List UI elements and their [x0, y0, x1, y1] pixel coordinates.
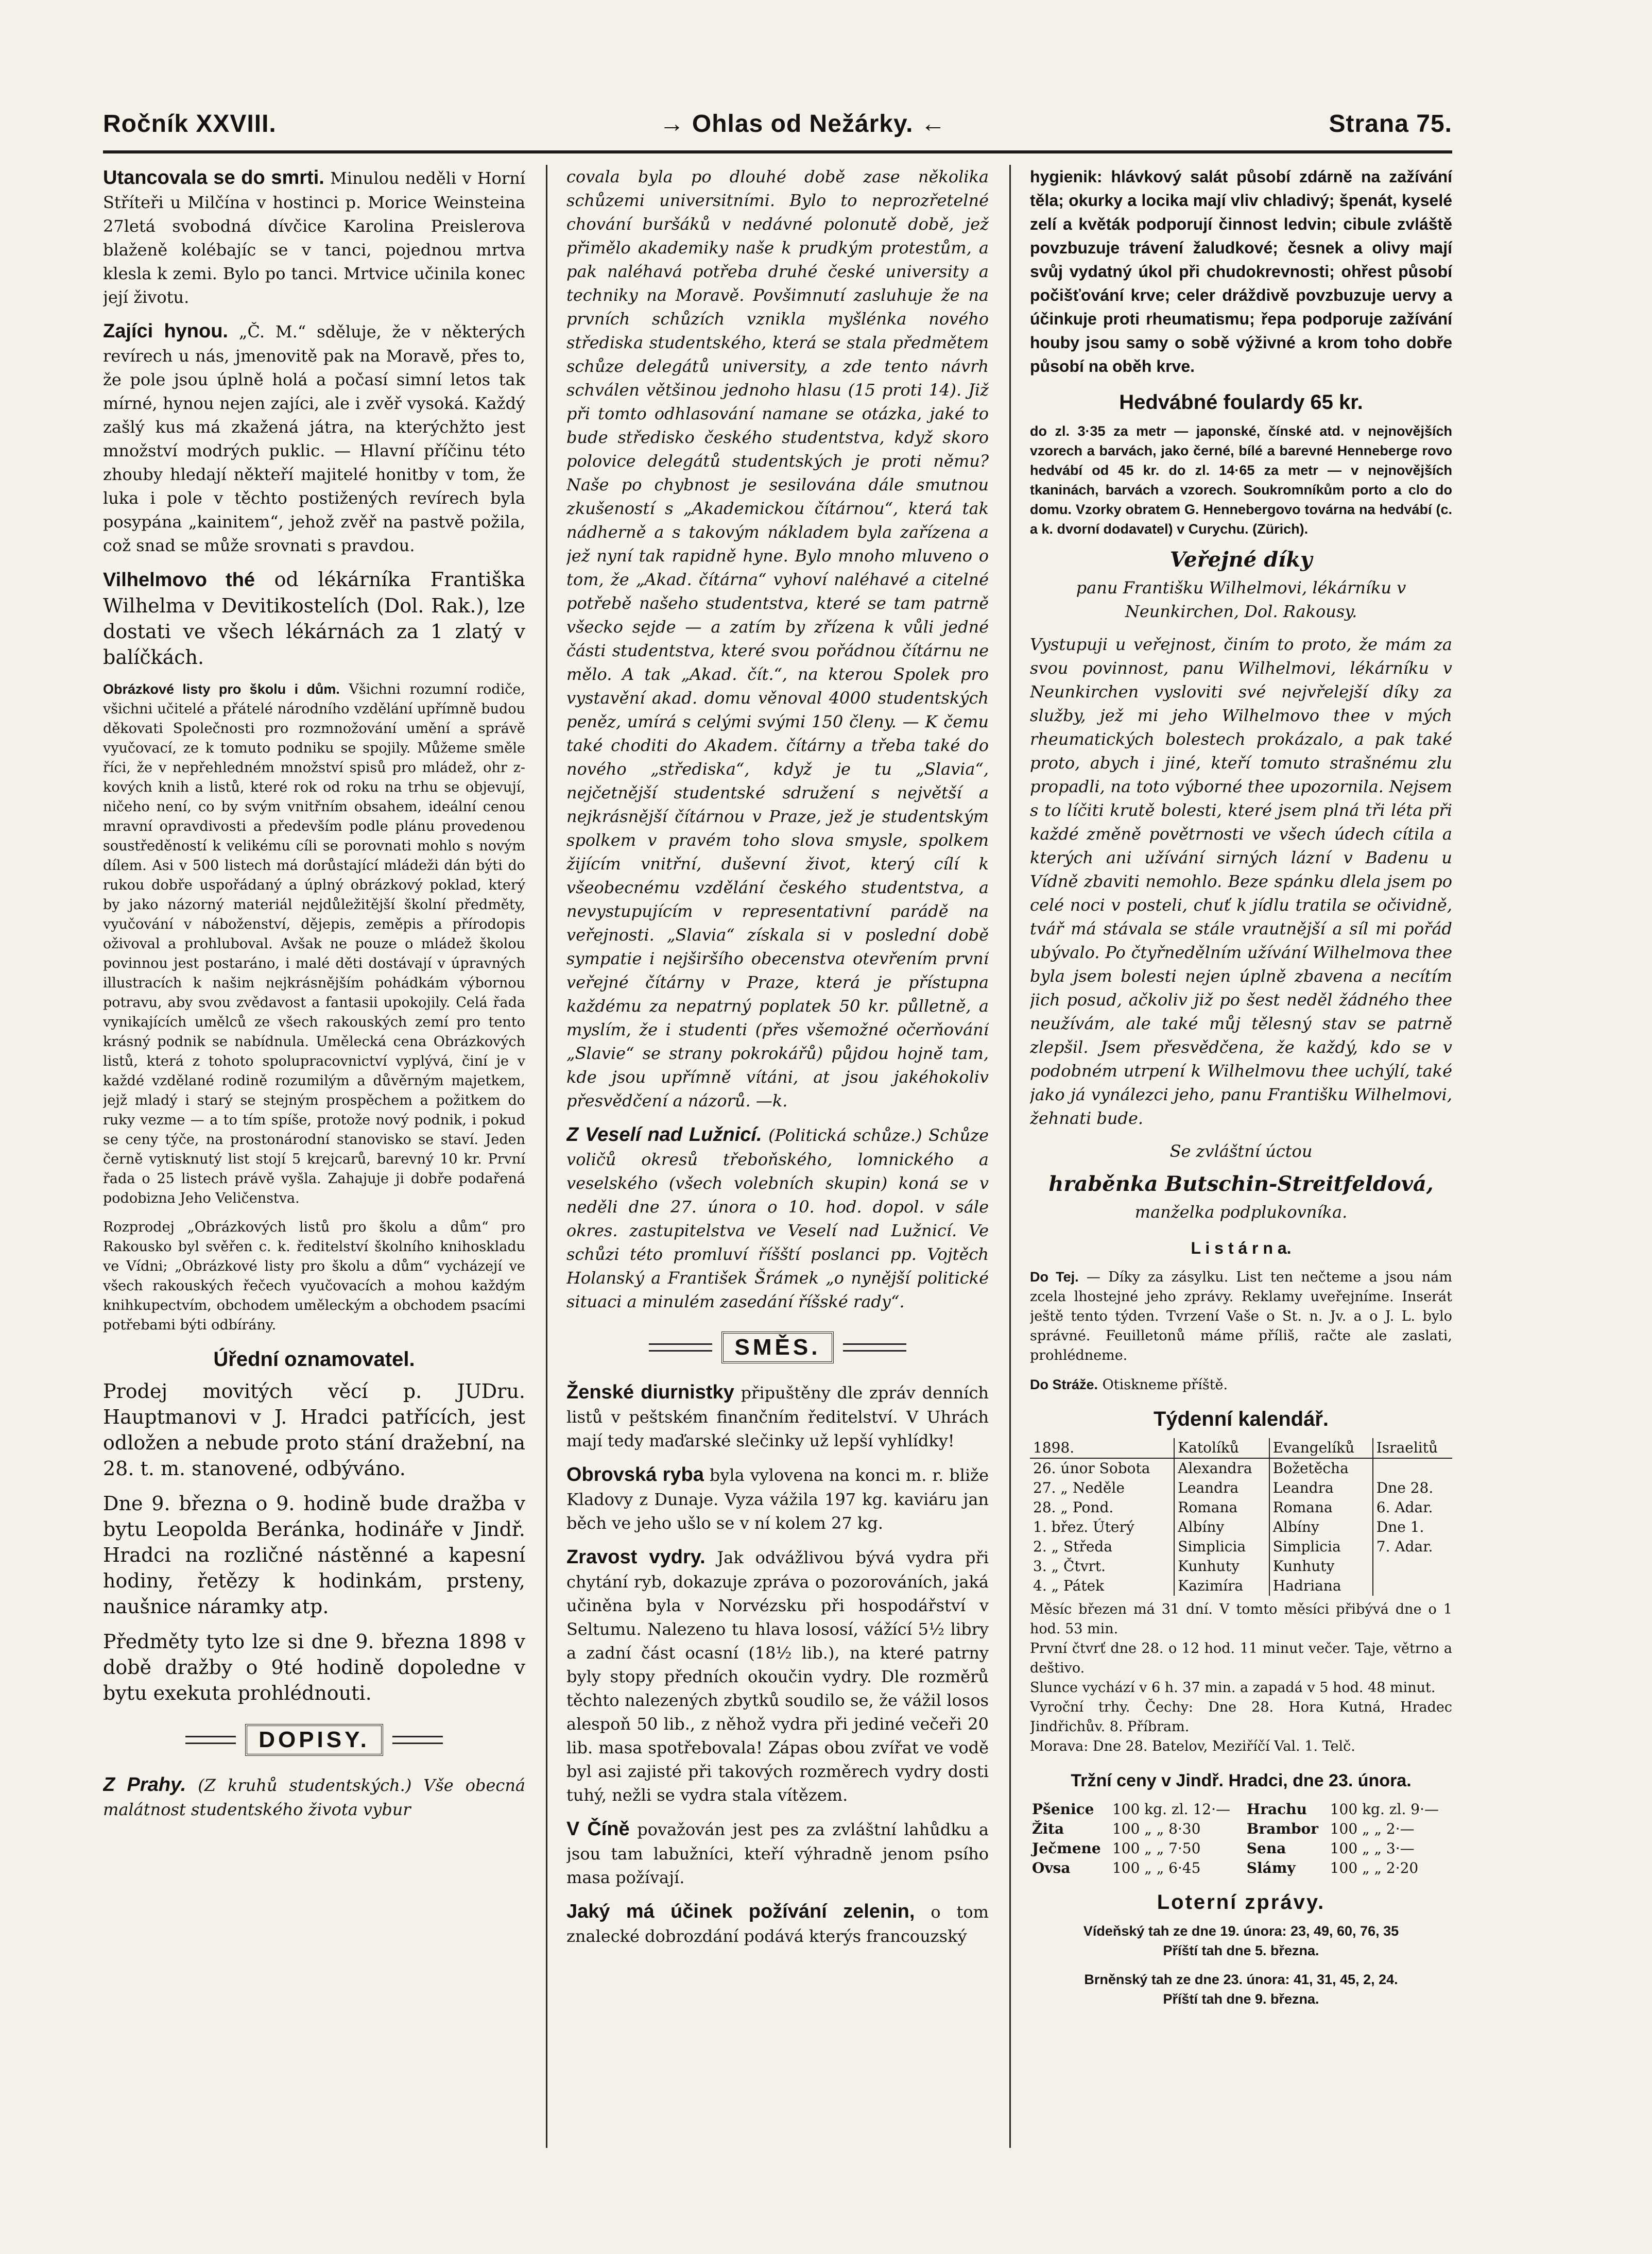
kalendar-cell	[1269, 1537, 1373, 1557]
kalendar-cell	[1373, 1478, 1452, 1498]
kalendar-cell	[1174, 1478, 1269, 1498]
ceny-row	[1030, 1858, 1452, 1878]
ceny-cell: Ovsa	[1032, 1859, 1071, 1876]
kalendar-head: Katolíků	[1174, 1438, 1269, 1458]
article-zajici: Zajíci hynou. „Č. M.“ sděluje, že v některých revírech u nás, jmenovitě pak na Moravě, přes to, že pole jsou úplně holá a počasí simní letos tak mírné, hynou nejen zajíci, ale i zvěř vysoká. Každý zašlý kus má zkažená játra, na kterýchžto jest množství modrých puklic. — Hlavní příčinu této zhouby hledají někteří majitelé honitby v tom, že luka i pole v těchto postižených revírech byla posypána „kainitem“, jehož zvěř na pastvě požila, což snad se může srovnati s pravdou.	[103, 320, 525, 555]
ornament-line	[649, 1343, 712, 1352]
kalendar-value: Romana	[1272, 1499, 1333, 1516]
kalendar-cell	[1174, 1458, 1269, 1478]
kalendar-cell	[1030, 1517, 1174, 1537]
article-vydra: Zravost vydry. Jak odvážlivou bývá vydra při chytání ryb, dokazuje zpráva o pozorováních, jaká učiněna byla v Norvézsku při hospodářství v Seltumu. Nalezeno tu hlava lososí, vážící 5½ libry a zadní část ocasní (18½ lib.), na které patrny byly stopy předních okoučin vydry. Dle rozměrů těchto nalezených zbytků soudilo se, že vážil losos alespoň 50 lib., z něhož vydra při jediné večeři 20 lib. masa spotřebovala! Zápas obou zvířat ve vodě byl asi zajisté při takových rozměrech vydry dosti tuhý, nežli se vydra stala vítězem.	[566, 1546, 989, 1805]
kalendar-value: Simplicia	[1178, 1538, 1246, 1555]
kalendar-value: Úterý	[1093, 1518, 1134, 1535]
kalendar-value: Neděle	[1072, 1479, 1125, 1496]
kalendar-value: Sobota	[1099, 1460, 1150, 1477]
kalendar-value: 1. břez.	[1033, 1518, 1089, 1535]
section-title-oznamovatel: Úřední oznamovatel.	[213, 1348, 415, 1371]
article-tanec: Utancovala se do smrti. Minulou neděli v Horní Stříteři u Milčína v hostinci p. Morice Weinsteina 27letá svobodná dívčice Karolina Preislerova blaženě kolébajíc se v tanci, pojednou mrtva klesla k zemi. Bylo po tanci. Mrtvice učinila konec její životu.	[103, 167, 525, 307]
ornament-line	[185, 1736, 236, 1744]
diky-title: Veřejné díky	[1169, 548, 1313, 572]
kalendar-row	[1030, 1576, 1452, 1596]
ceny-row	[1030, 1839, 1452, 1858]
ceny-cell: Sena	[1246, 1840, 1286, 1857]
ceny-cell: 100 kg. zl. 9·—	[1330, 1801, 1439, 1818]
kalendar-notes	[1030, 1600, 1452, 1756]
kalendar-cell	[1174, 1576, 1269, 1596]
article-zeleniny-cont: hygienik: hlávkový salát působí zdárně na zažívání těla; okurky a locika mají vliv chladivý; špenát, kyselé zelí a květák podporují činnost ledvin; cibule zvláště povzbuzuje trávení žaludkové; česnek a olivy mají svůj vydatný úkol při chudokrevnosti; ohřest působí počišťování krve; celer dráždivě povzbuzuje uervy a účinkuje proti rheumatismu; řepa podporuje zažívání houby jsou samy o sobě výživné a krom toho dobře působí na oběh krve.	[1030, 167, 1452, 375]
loterie-brno-next: Příští tah dne 9. března.	[1163, 1991, 1319, 2007]
smes-heading	[649, 1328, 906, 1367]
newspaper-page	[103, 103, 1452, 2163]
kalendar-row	[1030, 1517, 1452, 1537]
kalendar-cell	[1373, 1458, 1452, 1478]
kalendar-cell	[1030, 1557, 1174, 1576]
ad-foulardy-text: do zl. 3·35 za metr — japonské, čínské atd. v nejnovějších vzorech a barvách, jako černé, bílé a barevné Henneberge rovo hedvábí od 45 kr. do zl. 14·65 za metr — v nejnovějších tkaninách, barvách a vzorech. Soukromníkům porto a clo do domu. Vzorky obratem G. Hennebergovo továrna na hedvábí (c. a k. dvorní dodavatel) v Curychu. (Zürich).	[1030, 423, 1452, 537]
ceny-cell: 100 „ „ 6·45	[1112, 1859, 1201, 1876]
listarna-1: Do Tej. — Díky za zásylku. List ten nečteme a jsou nám zcela lhostejné jeho zprávy. Reklamy uveřejníme. Inserát ještě tento týden. Tvrzení Vaše o St. n. Jv. a o J. L. bylo správné. Feuilletonů máme příliš, račte ale zaslati, prohlédneme.	[1030, 1269, 1452, 1363]
kalendar-cell	[1373, 1576, 1452, 1596]
article-ryba: Obrovská ryba byla vylovena na konci m. r. bliže Kladovy z Dunaje. Vyza vážila 197 kg. kaviáru jan běch ve jeho ušlo se v ní kolem 27 kg.	[566, 1464, 989, 1533]
kalendar-row	[1030, 1458, 1452, 1478]
listarna-2: Do Stráže. Otiskneme příště.	[1030, 1377, 1228, 1393]
kalendar-value: Leandra	[1272, 1479, 1334, 1496]
kalendar-note: Slunce vychází v 6 h. 37 min. a zapadá v 5 hod. 48 minut.	[1030, 1680, 1436, 1696]
kalendar-header-row	[1030, 1438, 1452, 1458]
kalendar-value: Kunhuty	[1272, 1558, 1335, 1575]
column-left	[103, 165, 525, 2163]
ornament-line	[843, 1343, 906, 1352]
kalendar-note: První čtvrť dne 28. o 12 hod. 11 minut večer. Taje, větrno a deštivo.	[1030, 1641, 1452, 1676]
article-diurnistky: Ženské diurnistky připuštěny dle zpráv denních listů v peštském finančním ředitelství. V Uhrách mají tedy maďarské slečinky už lepší vyhlídky!	[566, 1381, 989, 1450]
article-zeleniny: Jaký má účinek požívání zelenin, o tom znalecké dobrozdání podává kterýs francouzský	[566, 1901, 989, 1946]
notice-3: Předměty tyto lze si dne 9. března 1898 v době dražby o 9té hodině dopoledne v bytu exekuta prohlédnouti.	[103, 1630, 525, 1704]
kalendar-row	[1030, 1478, 1452, 1498]
kalendar-value: Hadriana	[1272, 1577, 1341, 1594]
kalendar-value: Alexandra	[1178, 1460, 1252, 1477]
kalendar-value: Pond.	[1072, 1499, 1114, 1516]
kalendar-row	[1030, 1557, 1452, 1576]
kalendar-cell	[1174, 1517, 1269, 1537]
kalendar-value: 7. Adar.	[1376, 1538, 1433, 1555]
dopisy-title: DOPISY.	[245, 1724, 383, 1756]
kalendar-value: Leandra	[1178, 1479, 1239, 1496]
header-rule	[103, 150, 1452, 153]
article-vilhelm-the: Vilhelmovo thé od lékárníka Františka Wilhelma v Devitikostelích (Dol. Rak.), lze dostati ve všech lékárnách za 1 zlatý v balíčkách.	[103, 568, 525, 669]
kalendar-value: Čtvrt.	[1063, 1558, 1106, 1575]
ceny-cell: Brambor	[1246, 1820, 1318, 1837]
loterie-title: Loterní zprávy.	[1157, 1891, 1326, 1914]
kalendar-value: Simplicia	[1272, 1538, 1341, 1555]
kalendar-cell	[1174, 1557, 1269, 1576]
loterie-vieden-next: Příští tah dne 5. března.	[1163, 1943, 1319, 1958]
kalendar-cell	[1030, 1537, 1174, 1557]
kalendar-cell	[1269, 1498, 1373, 1517]
kalendar-cell	[1030, 1478, 1174, 1498]
kalendar-value: 6. Adar.	[1376, 1499, 1433, 1516]
kalendar-value: 27. „	[1033, 1479, 1068, 1496]
ceny-cell: Hrachu	[1246, 1801, 1307, 1818]
ceny-row	[1030, 1819, 1452, 1839]
ceny-title: Tržní ceny v Jindř. Hradci, dne 23. února.	[1071, 1771, 1412, 1790]
diky-subtitle: panu Františku Wilhelmovi, lékárníku v Neunkirchen, Dol. Rakousy.	[1076, 578, 1406, 621]
column-divider	[546, 165, 547, 2148]
listarna-title: L i s t á r n a.	[1191, 1239, 1292, 1257]
ceny-row	[1030, 1800, 1452, 1819]
smes-title: SMĚS.	[721, 1331, 834, 1363]
article-z-veseli: Z Veselí nad Lužnicí. (Politická schůze.) Schůze voličů okresů třeboňského, lomnického a veselského (všech volebních skupin) koná se v neděli dne 27. února o 10. hod. dopol. v sále okres. zastupitelstva ve Veselí nad Lužnicí. Ve schůzi této promluví říšští poslanci pp. Vojtěch Holanský a František Šrámek „o nynější politické situaci a minulém zasedání říšské rady“.	[566, 1124, 989, 1311]
kalendar-cell	[1269, 1576, 1373, 1596]
diky-signature: hraběnka Butschin-Streitfeldová,	[1048, 1172, 1434, 1196]
kalendar-cell	[1030, 1576, 1174, 1596]
kalendar-note: Morava: Dne 28. Batelov, Meziříčí Val. 1. Telč.	[1030, 1738, 1355, 1754]
article-obrazkove-listy: Obrázkové listy pro školu i dům. Všichni rozumní rodiče, všichni učitelé a přátelé národního vzdělání upřímně budou děkovati Společnosti pro rozmnožování umění a správě vyučovací, ze k tomuto podniku se spojily. Můžeme směle říci, že v nepřehledném množství spisů pro mládež, ohr z-kových knih a listů, které rok od roku na trhu se objevují, ničeho není, co by svým vnitřním obsahem, ideální cenou mravní opravdivosti a především podle plánu provedenou soustředěností k velikému cíli se porovnati mohlo s novým dílem. Asi v 500 listech má dorůstající mládeži dán býti do rukou dobře uspořádaný a úplný obrázkový poklad, který by jako názorný materiál nejdůležitější školní předměty, vyučování v náboženství, dějepis, zeměpis a přírodopis oživoval a prohluboval. Avšak ne pouze o mládež školou povinnou jest postaráno, i malé děti dostávají v úpravných illustracích k našim nejkrásnějším pohádkám výbornou potravu, aby svou zvědavost a fantasii upokojily. Celá řada vynikajících umělců ze všech rakouských zemí pro tento krásný podnik se nabídnula. Umělecká cena Obrázkových listů, která z tohoto spolupracovnictví vyplývá, činí je v každé vzdělané rodině rozumilým a důvěrným majetkem, jejž mladý i starý se stejným prospěchem a požitkem do ruky vezme — a to tím spíše, protože nový podnik, i pokud se ceny týče, na prostonárodní stanovisko se staví. Jeden černě vytisknutý list stojí 5 krejcarů, barevný 10 kr. První řada o 25 listech právě vyšla. Zahajuje ji dobře podařená podobizna Jeho Veličenstva.	[103, 681, 525, 1206]
kalendar-head: Evangelíků	[1269, 1438, 1373, 1458]
loterie-brno: Brněnský tah ze dne 23. února: 41, 31, 45, 2, 24.	[1084, 1972, 1398, 1987]
article-rozprodej: Rozprodej „Obrázkových listů pro školu a dům“ pro Rakousko byl svěřen c. k. ředitelství školního knihoskladu ve Vídni; „Obrázkové listy pro školu a dům“ vycházejí ve všech rakouských řečech vyučovacích a mohou každým knihkupectvím, obchodem uměleckým a obchodem psacími potřebami býti odbírány.	[103, 1219, 525, 1333]
kalendar-head: Israelitů	[1373, 1438, 1452, 1458]
article-z-prahy: Z Prahy. (Z kruhů studentských.) Vše obecná malátnost studentského života vybur	[103, 1774, 525, 1819]
kalendar-value: Kazimíra	[1178, 1577, 1244, 1594]
ceny-cell: Pšenice	[1032, 1801, 1094, 1818]
kalendar-cell	[1373, 1498, 1452, 1517]
kalendar-value: 4. „	[1033, 1577, 1059, 1594]
kalendar-cell	[1269, 1517, 1373, 1537]
kalendar-value: Pátek	[1063, 1577, 1105, 1594]
ornament-line	[392, 1736, 443, 1744]
ceny-table	[1030, 1800, 1452, 1878]
kalendar-value: Božetěcha	[1272, 1460, 1349, 1477]
kalendar-note: Vyroční trhy. Čechy: Dne 28. Hora Kutná, Hradec Jindřichův. 8. Příbram.	[1030, 1699, 1452, 1735]
kalendar-value: Albíny	[1272, 1518, 1319, 1535]
newspaper-title: → Ohlas od Nežárky. ←	[659, 110, 946, 138]
page-number: Strana 75.	[1329, 110, 1452, 138]
kalendar-cell	[1269, 1458, 1373, 1478]
kalendar-cell	[1373, 1537, 1452, 1557]
ceny-cell: 100 kg. zl. 12·—	[1112, 1801, 1231, 1818]
notice-2: Dne 9. března o 9. hodině bude dražba v bytu Leopolda Beránka, hodináře v Jindř. Hradci na rozličné nástěnné a kapesní hodiny, řetězy k hodinkám, prsteny, naušnice náramky atp.	[103, 1492, 525, 1618]
kalendar-value: Kunhuty	[1178, 1558, 1240, 1575]
ad-foulardy-title: Hedvábné foulardy 65 kr.	[1119, 391, 1363, 414]
kalendar-row	[1030, 1498, 1452, 1517]
ceny-cell: 100 „ „ 2·20	[1330, 1859, 1419, 1876]
kalendar-cell	[1269, 1478, 1373, 1498]
article-z-prahy-cont: covala byla po dlouhé době zase několika schůzemi universitními. Bylo to neprozřetelné chování buršáků v nedávné polonutě době, jež přimělo akademiky naše k prudkým protestům, a pak naléhavá potřeba druhé české university a techniky na Moravě. Povšimnutí zasluhuje že na prvních schůzích vznikla myšlénka nového střediska studentského, která se stala předmětem schůze delegátů university, a zde tento návrh schválen většinou jednoho hlasu (15 proti 14). Již při tomto odhlasování namane se otázka, jaké to bude středisko českého studentstva, když skoro polovice delegátů studentských je proti němu? Naše po chybnost je sesilována dále smutnou zkušeností s „Akademickou čítárnou“, která tak nádherně a s takovým nákladem byla zařízena a jež nyní tak rapidně hyne. Bylo mnoho mluveno o tom, že „Akad. čítárna“ vyhoví naléhavé a citelné potřebě našeho studentstva, které se tam patrně všecko sejde — a zatím by zřízena k vůli jedné části studentstva, které svou pořádnou čítárnu ne mělo. A tak „Akad. čít.“, na kterou Spolek pro vystavění akad. domu věnoval 4000 studentských peněz, umírá s celými svými 150 členy. — K čemu také choditi do Akadem. čítárny a třeba také do nového „střediska“, když je tu „Slavia“, nejčetnější studentské sdružení s největší a nejkrásnější čítárnou v Praze, jež je studentským spolkem v pravém toho slova smysle, spolkem žijícím vnitřní, duševní život, který cílí k všeobecnému vzdělání českého studentstva, a nevystupujícím v representativní parádě na veřejnosti. „Slavia“ získala si v poslední době sympatie i nejširšího obecenstva otevřením první veřejné čítárny v Praze, která je přístupna každému za nepatrný poplatek 50 kr. půlletně, a myslím, že i studenti (přes všemožné očerňování „Slavie“ se strany pokrokářů) půjdou hojně tam, kde jsou upřímně vítáni, at jsou jakéhokoliv přesvědčení a názorů. —k.	[566, 167, 989, 1111]
notice-1: Prodej movitých věcí p. JUDru. Hauptmanovi v J. Hradci patřících, jest odložen a nebude proto stání dražební, na 28. t. m. stanovené, odbýváno.	[103, 1380, 525, 1480]
kalendar-cell	[1174, 1537, 1269, 1557]
kalendar-cell	[1373, 1517, 1452, 1537]
kalendar-table	[1030, 1438, 1452, 1596]
article-cina: V Číně považován jest pes za zvláštní lahůdku a jsou tam labužníci, kteří výhradně jenom psího masa požívají.	[566, 1818, 989, 1887]
kalendar-cell	[1174, 1498, 1269, 1517]
kalendar-cell	[1373, 1557, 1452, 1576]
ceny-cell: Ječmene	[1032, 1840, 1101, 1857]
ceny-cell: 100 „ „ 7·50	[1112, 1840, 1201, 1857]
kalendar-cell	[1269, 1557, 1373, 1576]
kalendar-value: 3. „	[1033, 1558, 1059, 1575]
ceny-cell: 100 „ „ 2·—	[1330, 1820, 1415, 1837]
kalendar-cell	[1030, 1458, 1174, 1478]
column-divider	[1009, 165, 1011, 2148]
ceny-cell: 100 „ „ 3·—	[1330, 1840, 1415, 1857]
diky-closing: Se zvláštní úctou	[1169, 1141, 1313, 1161]
kalendar-value: 26. únor	[1033, 1460, 1095, 1477]
volume-label: Ročník XXVIII.	[103, 110, 277, 138]
kalendar-value: Dne 28.	[1376, 1479, 1434, 1496]
column-middle	[566, 165, 989, 2163]
kalendar-cell	[1030, 1498, 1174, 1517]
kalendar-value: Středa	[1063, 1538, 1113, 1555]
dopisy-heading	[185, 1720, 443, 1760]
kalendar-value: 28. „	[1033, 1499, 1068, 1516]
kalendar-value: Romana	[1178, 1499, 1238, 1516]
kalendar-row	[1030, 1537, 1452, 1557]
kalendar-title: Týdenní kalendář.	[1153, 1408, 1329, 1430]
kalendar-head: 1898.	[1030, 1438, 1174, 1458]
column-right	[1030, 165, 1452, 2163]
page-header	[103, 103, 1452, 144]
ceny-cell: Žita	[1032, 1820, 1064, 1837]
diky-signature-role: manželka podplukovníka.	[1134, 1202, 1348, 1222]
diky-text: Vystupuji u veřejnost, činím to proto, že mám za svou povinnost, panu Wilhelmovi, lékárníku v Neunkirchen vysloviti své nejvřelejší díky za služby, jež mi jeho Wilhelmovo thee v mých rheumatických bolestech prokázalo, a pak také proto, abych i jiné, kteří tomuto strašnému zlu propadli, na toto výborné thee upozornila. Nejsem s to líčiti krutě bolesti, které jsem plná tři léta při každé změně povětrnosti ve všech údech cítila a kterých ani užívání sirných lázní v Badenu u Vídně zbaviti nemohlo. Beze spánku dlela jsem po celé noci v posteli, chuť k jídlu tratila se očividně, tvář má stávala se stále vrautnější a síl mi pořád ubývalo. Po čtyřnedělním užívání Wilhelmova thee byla jsem bolesti nejen úplně zbavena a necítím jich posud, ačkoliv již po šest neděl žádného thee neužívám, ale také můj tělesný stav se patrně zlepšil. Jsem přesvědčena, že každý, kdo se v podobném utrpení k Wilhelmovu thee uchýlí, také jako já vynálezci jeho, panu Františku Wilhelmovi, žehnati bude.	[1030, 635, 1452, 1128]
kalendar-value: Dne 1.	[1376, 1518, 1424, 1535]
ceny-cell: 100 „ „ 8·30	[1112, 1820, 1201, 1837]
kalendar-value: Albíny	[1178, 1518, 1225, 1535]
loterie-vieden: Vídeňský tah ze dne 19. února: 23, 49, 60, 76, 35	[1083, 1923, 1399, 1939]
ceny-cell: Slámy	[1246, 1859, 1296, 1876]
kalendar-note: Měsíc březen má 31 dní. V tomto měsíci přibývá dne o 1 hod. 53 min.	[1030, 1601, 1452, 1637]
kalendar-value: 2. „	[1033, 1538, 1059, 1555]
